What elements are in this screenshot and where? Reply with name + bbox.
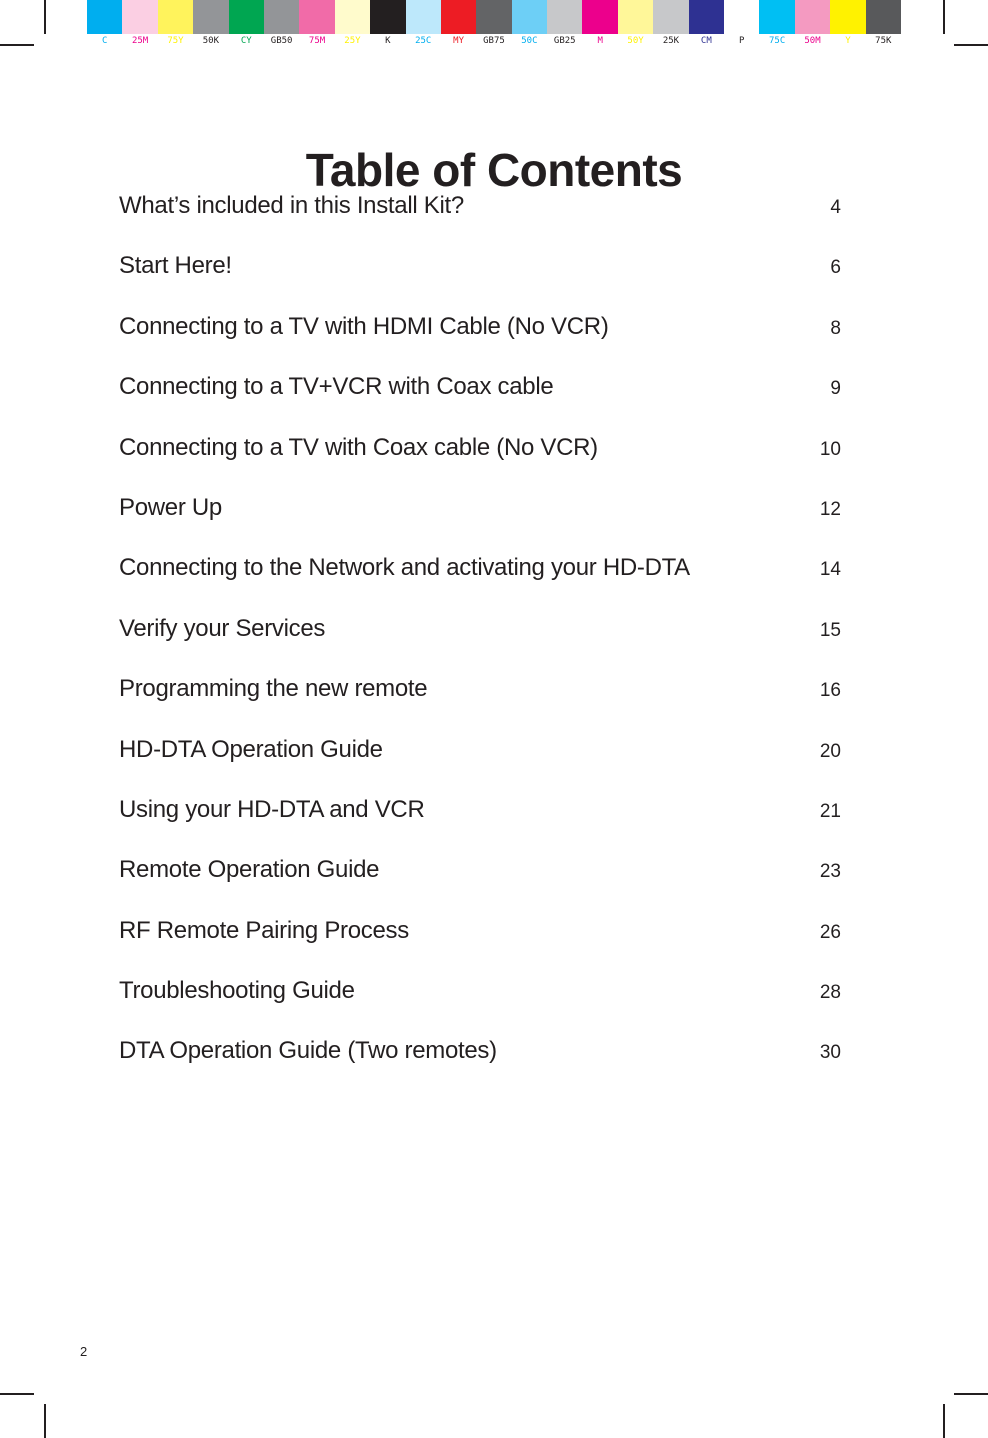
crop-mark-top-right [954, 44, 988, 46]
toc-entry-page: 4 [830, 197, 841, 218]
color-swatch-label: 25C [415, 36, 432, 46]
color-swatch [547, 0, 582, 34]
color-swatch-label: 75K [875, 36, 892, 46]
color-swatch [582, 0, 617, 34]
toc-entry-page: 12 [819, 498, 841, 520]
color-swatch [441, 0, 476, 34]
toc-entry-title: Troubleshooting Guide [119, 977, 355, 1005]
toc-entry-page: 16 [819, 680, 841, 702]
crop-mark-top-left [44, 0, 46, 34]
toc-entry-page: 28 [819, 982, 841, 1004]
toc-entry-title: RF Remote Pairing Process [119, 916, 409, 944]
toc-entry-title: DTA Operation Guide (Two remotes) [119, 1037, 497, 1065]
color-swatch [370, 0, 405, 34]
color-swatch-label: CY [240, 36, 252, 46]
color-swatch-label: M [597, 36, 603, 46]
toc-entry-title: Connecting to the Network and activating your HD-DTA [119, 554, 690, 582]
color-swatch-label: K [385, 36, 391, 46]
toc-entry-title: Power Up [119, 493, 222, 521]
color-swatch-label: GB25 [553, 36, 576, 46]
toc-entry-page: 20 [819, 740, 841, 762]
toc-entry-title: Connecting to a TV with HDMI Cable (No VCR) [119, 312, 609, 340]
toc-entry[interactable] [119, 188, 841, 248]
color-swatch [653, 0, 688, 34]
color-swatch [759, 0, 794, 34]
color-swatches [87, 0, 901, 34]
color-swatch-labels [87, 34, 901, 48]
color-swatch [193, 0, 228, 34]
toc-entry-title: Connecting to a TV+VCR with Coax cable [119, 373, 554, 401]
toc-entry[interactable] [119, 792, 841, 852]
color-swatch-label: 75C [768, 36, 786, 46]
toc-entry-page: 15 [819, 619, 841, 641]
toc-entry-page: 10 [819, 438, 841, 460]
toc-entry[interactable] [119, 671, 841, 731]
toc-entry-page: 23 [819, 861, 841, 883]
color-swatch [122, 0, 157, 34]
toc-entry[interactable] [119, 369, 841, 429]
toc-entry[interactable] [119, 913, 841, 973]
color-swatch [724, 0, 759, 34]
toc-entry-title: HD-DTA Operation Guide [119, 735, 383, 763]
table-of-contents [119, 188, 841, 1094]
color-swatch-label: 25Y [344, 36, 361, 46]
color-swatch-label: 50M [804, 36, 821, 46]
color-swatch-label: CM [700, 36, 712, 46]
crop-mark-top-right [943, 0, 945, 34]
toc-entry-page: 9 [830, 378, 841, 400]
toc-entry-title: Start Here! [119, 252, 232, 280]
color-swatch-label: 50C [521, 36, 538, 46]
color-swatch [618, 0, 653, 34]
color-swatch-label: Y [845, 36, 851, 46]
toc-entry[interactable] [119, 430, 841, 490]
crop-mark-bottom-right [943, 1404, 945, 1438]
toc-entry-title: Remote Operation Guide [119, 856, 380, 884]
color-swatch-label: GB75 [483, 36, 505, 46]
color-swatch [476, 0, 511, 34]
color-swatch-label: 25K [662, 36, 680, 46]
toc-entry[interactable] [119, 550, 841, 610]
page-title: Table of Contents [305, 143, 683, 196]
crop-mark-top-left [0, 44, 34, 46]
color-swatch-label: 25M [131, 36, 149, 46]
toc-entry[interactable] [119, 611, 841, 671]
color-swatch-label: 50Y [627, 36, 644, 46]
color-swatch-label: 75M [308, 36, 326, 46]
color-swatch [830, 0, 865, 34]
color-swatch [87, 0, 122, 34]
crop-mark-bottom-right [954, 1393, 988, 1395]
toc-entry-page: 14 [819, 559, 841, 581]
toc-entry-title: Connecting to a TV with Coax cable (No VCR) [119, 433, 598, 461]
color-swatch [335, 0, 370, 34]
toc-entry-page: 21 [819, 800, 841, 822]
page-number: 2 [80, 1344, 88, 1359]
color-swatch [158, 0, 193, 34]
color-swatch [229, 0, 264, 34]
toc-entry-title: What’s included in this Install Kit? [119, 192, 464, 219]
color-registration-bar [87, 0, 901, 48]
toc-entry[interactable] [119, 732, 841, 792]
toc-entry-page: 30 [819, 1042, 841, 1064]
toc-entry[interactable] [119, 1033, 841, 1093]
color-swatch-label: 50K [202, 36, 219, 46]
toc-entry-page: 6 [830, 257, 841, 279]
toc-entry[interactable] [119, 490, 841, 550]
toc-entry-title: Programming the new remote [119, 675, 428, 703]
toc-entry[interactable] [119, 852, 841, 912]
crop-mark-bottom-left [0, 1393, 34, 1395]
toc-entry-title: Using your HD-DTA and VCR [119, 795, 425, 823]
color-swatch-label: C [101, 36, 108, 46]
color-swatch [866, 0, 901, 34]
color-swatch-label: MY [453, 36, 465, 46]
color-swatch [264, 0, 299, 34]
toc-entry-page: 26 [819, 921, 841, 943]
toc-entry-page: 8 [830, 317, 841, 339]
color-swatch [795, 0, 830, 34]
crop-mark-bottom-left [44, 1404, 46, 1438]
color-swatch [406, 0, 441, 34]
color-swatch-label: 75Y [167, 36, 184, 46]
color-swatch [512, 0, 547, 34]
toc-entry[interactable] [119, 248, 841, 308]
toc-entry[interactable] [119, 973, 841, 1033]
color-swatch [299, 0, 334, 34]
color-swatch-label: GB50 [270, 36, 293, 46]
color-swatch-label: P [739, 36, 745, 46]
toc-entry[interactable] [119, 309, 841, 369]
color-swatch [689, 0, 724, 34]
toc-entry-title: Verify your Services [119, 614, 326, 642]
